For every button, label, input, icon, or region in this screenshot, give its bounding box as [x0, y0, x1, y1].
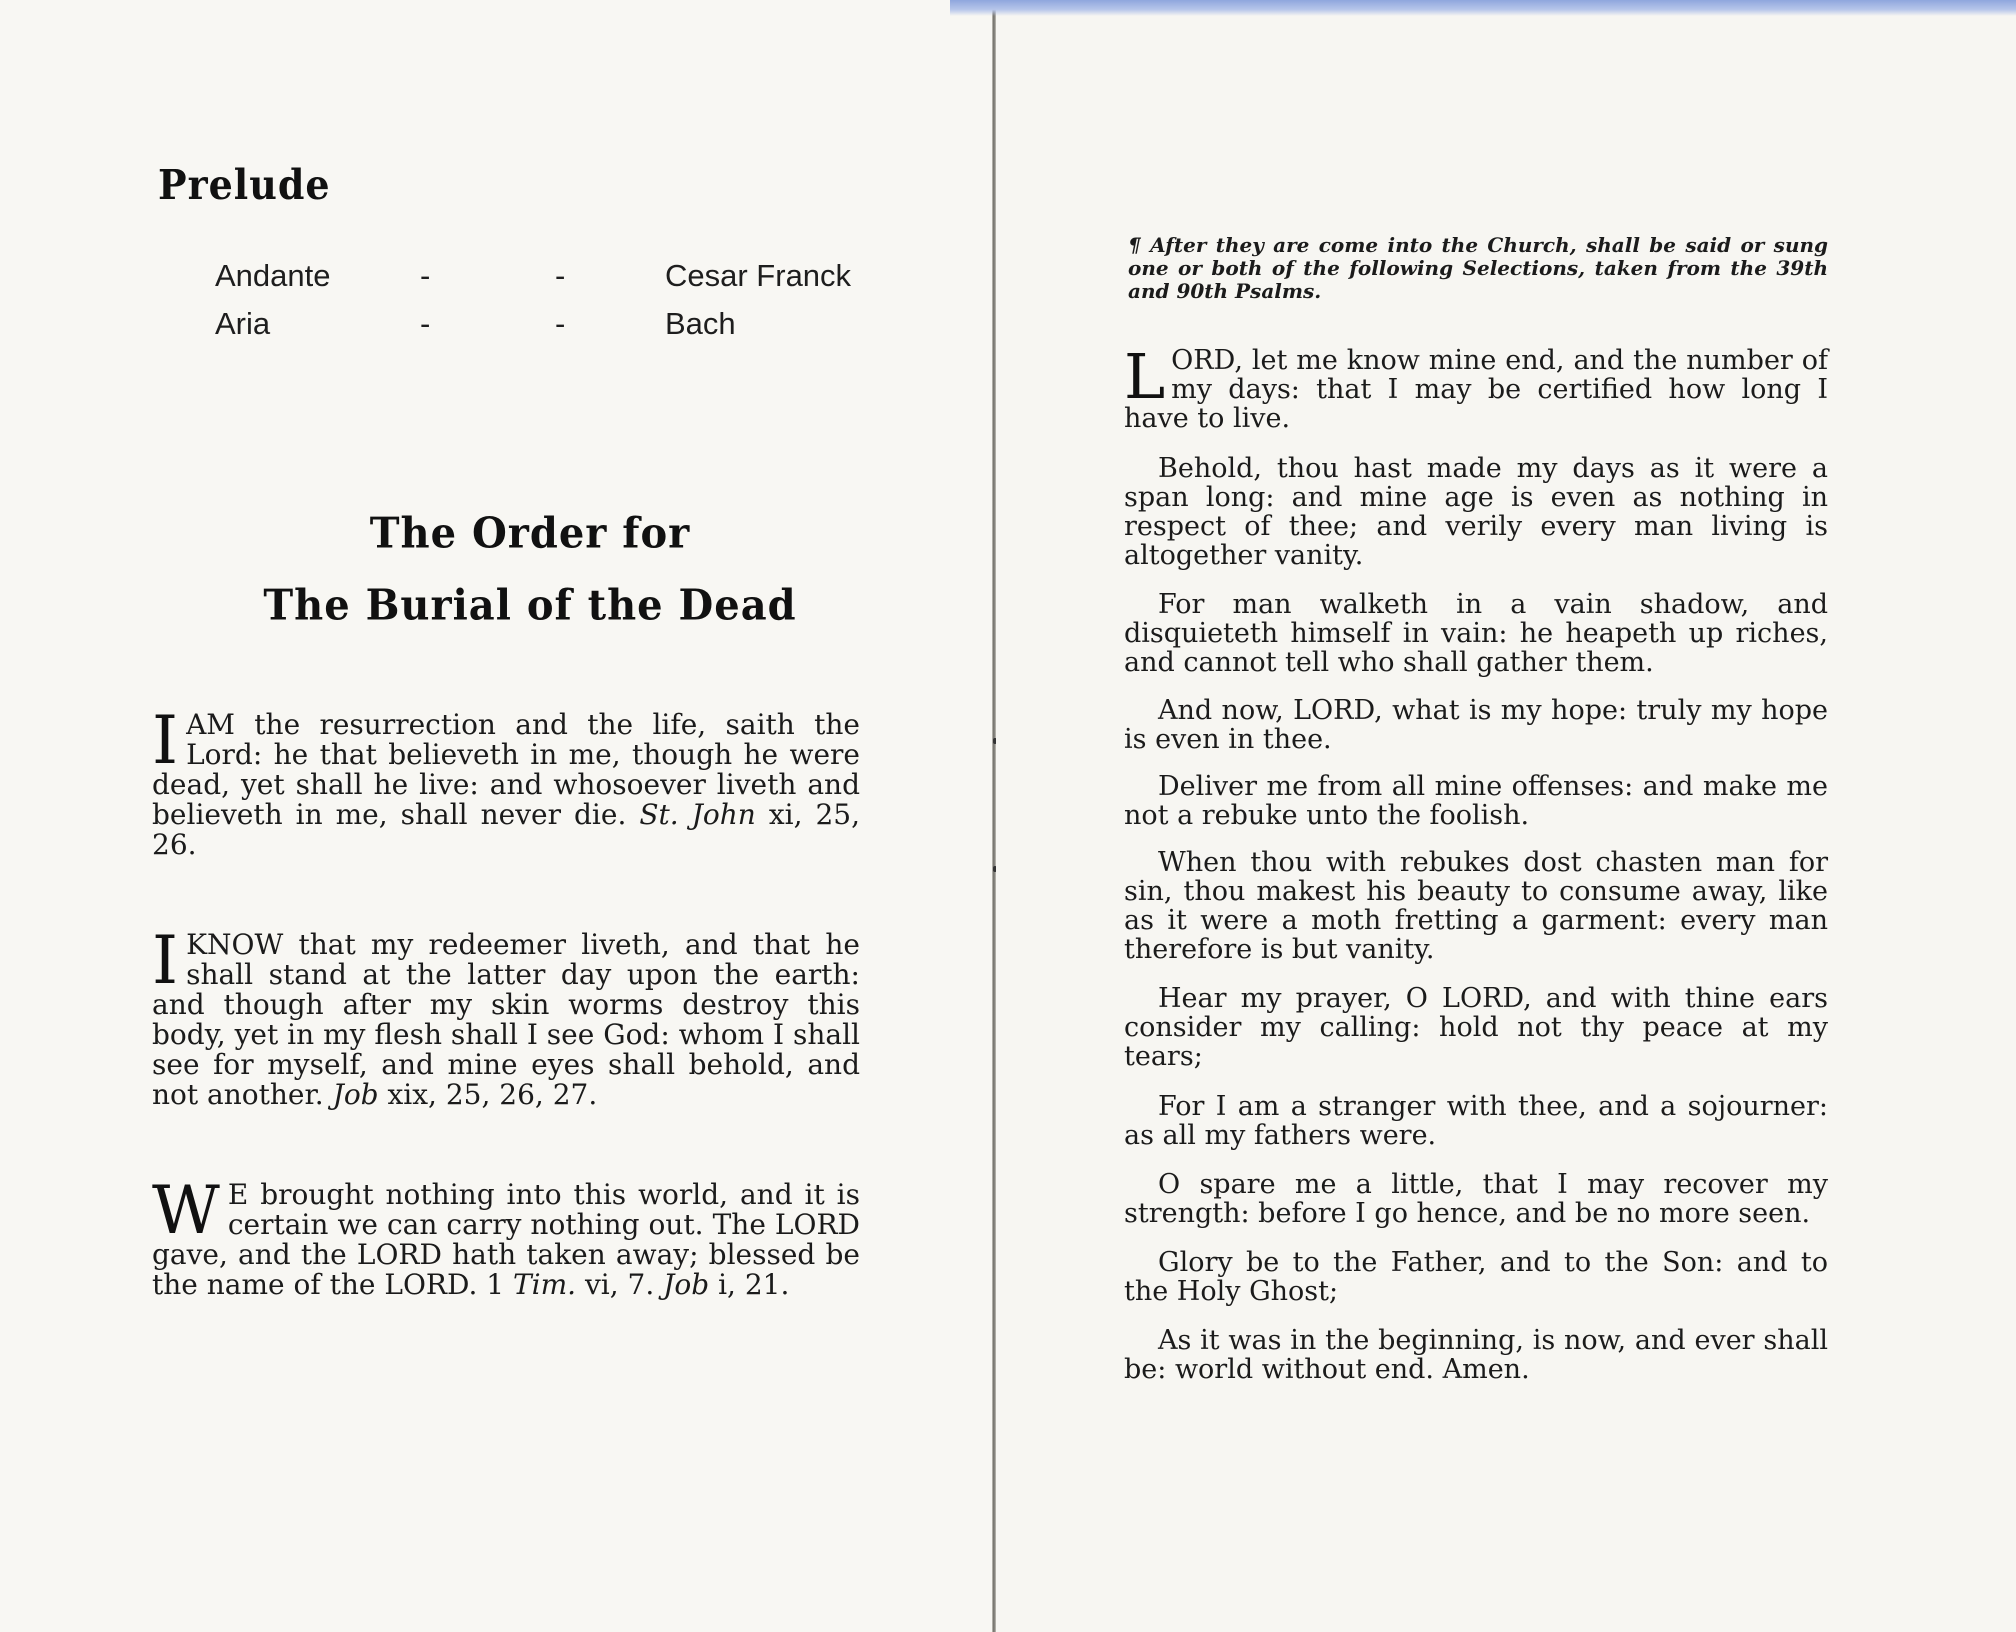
citation-verse: vi, 7. [576, 1268, 664, 1301]
drop-cap: L [1124, 340, 1166, 413]
verse-text: Deliver me from all mine offenses: and make me not a rebuke unto the foolish. [1124, 771, 1828, 831]
citation-verse: xix, 25, 26, 27. [378, 1078, 598, 1111]
drop-cap: W [152, 1172, 220, 1249]
psalm-verse [1124, 590, 1828, 677]
citation-book: St. John [639, 798, 756, 831]
psalm-verse [1124, 848, 1828, 964]
drop-cap: I [152, 702, 179, 779]
verse-text: As it was in the beginning, is now, and ever shall be: world without end. Amen. [1124, 1325, 1828, 1385]
prelude-dash: - [420, 258, 431, 293]
verse-text: Behold, thou hast made my days as it were a span long: and mine age is even as nothing in respect of thee; and verily every man living is altogether vanity. [1124, 453, 1828, 571]
verse-text: ORD, let me know mine end, and the number of my days: that I may be certified how long I have to live. [1124, 345, 1828, 434]
citation-verse: i, 21. [709, 1268, 790, 1301]
sentence-text: KNOW that my redeemer liveth, and that he shall stand at the latter day upon the earth: and though after my skin worms destroy this body, yet in my flesh shall I see God: whom I shall see for myself, and mine eyes shall behold, and not another. [152, 928, 860, 1111]
psalm-verse [1124, 1170, 1828, 1228]
verse-text: Hear my prayer, O LORD, and with thine ears consider my calling: hold not thy peace at my tears; [1124, 983, 1828, 1072]
psalm-verse [1124, 340, 1828, 434]
sentence-text: AM the resurrection and the life, saith the Lord: he that believeth in me, though he were dead, yet shall he live: and whosoever liveth and believeth in me, shall never die. [152, 708, 860, 831]
verse-text: For I am a stranger with thee, and a sojourner: as all my fathers were. [1124, 1091, 1828, 1151]
citation-book: Job [663, 1268, 710, 1301]
page-edge-strip [950, 0, 2016, 16]
verse-text: And now, LORD, what is my hope: truly my hope is even in thee. [1124, 695, 1828, 755]
verse-text: Glory be to the Father, and to the Son: and to the Holy Ghost; [1124, 1247, 1828, 1307]
psalm-verse [1124, 1326, 1828, 1384]
order-title-line1: The Order for [369, 508, 691, 559]
psalm-verse [1124, 454, 1828, 570]
psalm-verse [1124, 984, 1828, 1071]
citation-verse: xi, 25, 26. [152, 798, 861, 861]
psalm-verse [1124, 1248, 1828, 1306]
sentence-text: E brought nothing into this world, and it is certain we can carry nothing out. The LORD gave, and the LORD hath taken away; blessed be the name of the LORD. 1 [152, 1178, 860, 1301]
prelude-piece: Aria [215, 306, 271, 341]
prelude-dash: - [420, 306, 431, 341]
drop-cap: I [152, 922, 179, 999]
citation-book: Tim. [512, 1268, 577, 1301]
order-title-line2: The Burial of the Dead [263, 580, 797, 631]
rubric-text: After they are come into the Church, shall be said or sung one or both of the following Selections, taken from the 39th and 90th Psalms. [1128, 233, 1829, 303]
paragraph-mark-icon: ¶ [1128, 233, 1141, 257]
prelude-dash: - [555, 306, 566, 341]
prelude-heading: Prelude [158, 160, 331, 209]
opening-sentence [152, 922, 860, 1111]
opening-sentence [152, 1172, 860, 1301]
prelude-dash: - [555, 258, 566, 293]
prelude-composer: Bach [665, 306, 736, 341]
psalm-verse [1124, 772, 1828, 830]
verse-text: For man walketh in a vain shadow, and disquieteth himself in vain: he heapeth up riches, and cannot tell who shall gather them. [1124, 589, 1828, 678]
prelude-composer: Cesar Franck [665, 258, 852, 293]
left-page [0, 0, 994, 1632]
rubric [1128, 234, 1828, 303]
psalm-verse [1124, 696, 1828, 754]
psalm-verse [1124, 1092, 1828, 1150]
prelude-piece: Andante [215, 258, 331, 293]
citation-book: Job [332, 1078, 379, 1111]
opening-sentence [152, 702, 861, 861]
verse-text: O spare me a little, that I may recover my strength: before I go hence, and be no more seen. [1124, 1169, 1828, 1229]
verse-text: When thou with rebukes dost chasten man for sin, thou makest his beauty to consume away, like as it were a moth fretting a garment: every man therefore is but vanity. [1124, 847, 1828, 965]
